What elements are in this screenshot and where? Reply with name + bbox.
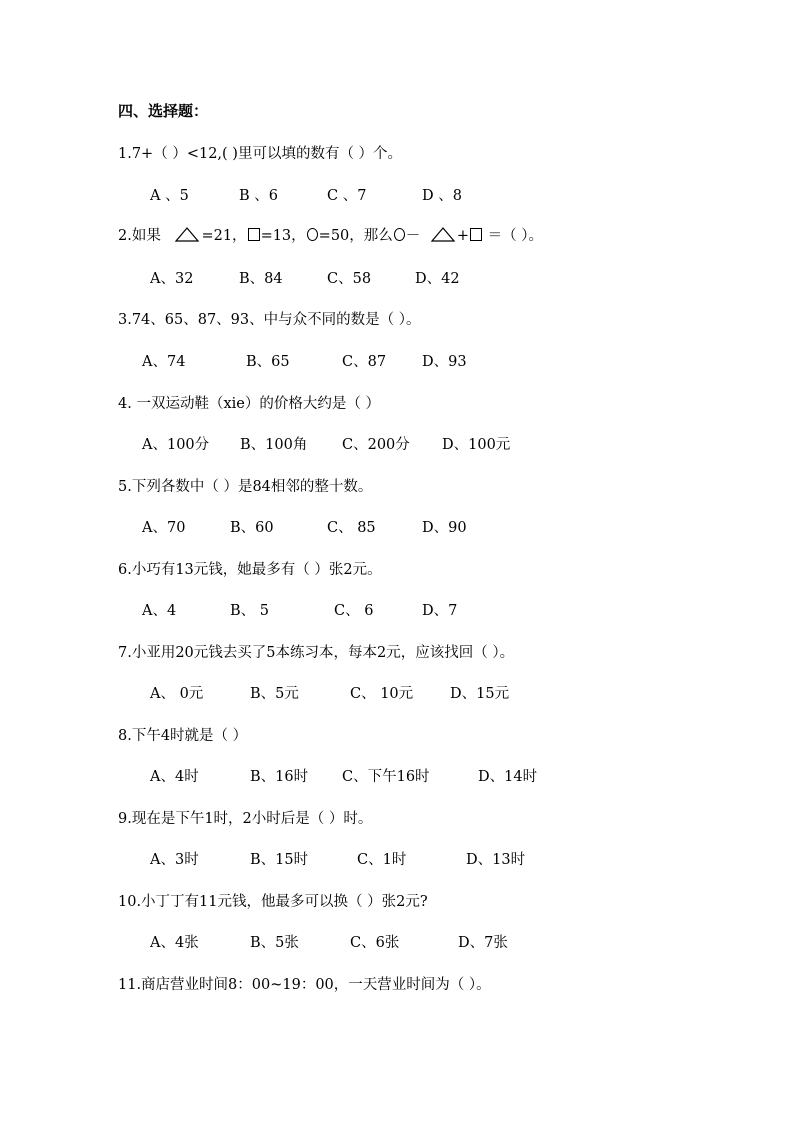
option-b: B、5张 bbox=[250, 935, 299, 951]
option-a: A、74 bbox=[142, 354, 186, 370]
option-c: C、58 bbox=[327, 271, 372, 287]
options-3 bbox=[0, 352, 794, 372]
options-9 bbox=[0, 850, 794, 870]
section-heading: 四、选择题： bbox=[118, 102, 209, 120]
square-icon bbox=[470, 228, 482, 241]
option-d: D 、8 bbox=[422, 188, 462, 204]
option-b: B、16时 bbox=[250, 769, 309, 785]
option-d: D、13时 bbox=[466, 852, 526, 868]
circle-icon bbox=[394, 228, 405, 241]
option-a: A、100分 bbox=[142, 437, 210, 453]
option-c: C、1时 bbox=[357, 852, 407, 868]
question-2 bbox=[118, 226, 543, 248]
option-a: A、 0元 bbox=[150, 686, 204, 702]
q2-text-2: =21， bbox=[201, 228, 247, 244]
option-c: C、 85 bbox=[327, 520, 376, 536]
question-3: 3.74、65、87、93、中与众不同的数是（ ）。 bbox=[118, 312, 421, 328]
q2-text-4: =50，那么 bbox=[318, 228, 393, 244]
question-8: 8.下午4时就是（ ） bbox=[118, 728, 248, 744]
triangle-icon bbox=[175, 227, 199, 248]
question-4: 4. 一双运动鞋（xie）的价格大约是（ ） bbox=[118, 396, 380, 412]
option-a: A、4张 bbox=[150, 935, 199, 951]
option-d: D、90 bbox=[422, 520, 467, 536]
options-7 bbox=[0, 684, 794, 704]
option-b: B、15时 bbox=[250, 852, 309, 868]
question-9: 9.现在是下午1时，2小时后是（ ）时。 bbox=[118, 811, 373, 827]
option-b: B、5元 bbox=[250, 686, 299, 702]
options-1 bbox=[0, 186, 794, 206]
square-icon bbox=[248, 228, 260, 241]
option-d: D、7 bbox=[422, 603, 458, 619]
option-c: C 、7 bbox=[327, 188, 367, 204]
option-d: D、15元 bbox=[450, 686, 510, 702]
option-d: D、14时 bbox=[478, 769, 538, 785]
q2-text-7: ＝（ ）。 bbox=[483, 228, 544, 244]
q2-text-3: =13， bbox=[260, 228, 306, 244]
question-1: 1.7+（ ）<12,( )里可以填的数有（ ）个。 bbox=[118, 146, 403, 162]
option-c: C、6张 bbox=[350, 935, 400, 951]
option-a: A、4时 bbox=[150, 769, 199, 785]
question-10: 10.小丁丁有11元钱，他最多可以换（ ）张2元? bbox=[118, 894, 428, 910]
option-a: A、3时 bbox=[150, 852, 199, 868]
option-c: C、 6 bbox=[334, 603, 374, 619]
option-a: A 、5 bbox=[150, 188, 189, 204]
options-6 bbox=[0, 601, 794, 621]
option-c: C、200分 bbox=[342, 437, 410, 453]
option-b: B、60 bbox=[230, 520, 274, 536]
option-b: B、65 bbox=[246, 354, 290, 370]
options-10 bbox=[0, 933, 794, 953]
option-c: C、 10元 bbox=[350, 686, 414, 702]
options-2 bbox=[0, 269, 794, 289]
question-6: 6.小巧有13元钱，她最多有（ ）张2元。 bbox=[118, 562, 382, 578]
q2-text-6: + bbox=[456, 228, 470, 244]
options-4 bbox=[0, 435, 794, 455]
option-b: B、100角 bbox=[240, 437, 308, 453]
option-a: A、4 bbox=[142, 603, 177, 619]
option-d: D、7张 bbox=[458, 935, 508, 951]
question-5: 5.下列各数中（ ）是84相邻的整十数。 bbox=[118, 479, 373, 495]
option-a: A、32 bbox=[150, 271, 194, 287]
options-8 bbox=[0, 767, 794, 787]
option-b: B、84 bbox=[239, 271, 283, 287]
option-a: A、70 bbox=[142, 520, 186, 536]
option-d: D、42 bbox=[415, 271, 460, 287]
circle-icon bbox=[307, 228, 318, 241]
question-11: 11.商店营业时间8：00~19：00，一天营业时间为（ ）。 bbox=[118, 977, 491, 993]
option-d: D、93 bbox=[422, 354, 467, 370]
option-b: B 、6 bbox=[239, 188, 278, 204]
question-7: 7.小亚用20元钱去买了5本练习本，每本2元，应该找回（ ）。 bbox=[118, 645, 515, 661]
option-d: D、100元 bbox=[442, 437, 511, 453]
option-c: C、87 bbox=[342, 354, 387, 370]
triangle-icon bbox=[431, 227, 455, 248]
q2-text-5: － bbox=[405, 228, 425, 244]
option-b: B、 5 bbox=[230, 603, 269, 619]
q2-text-1: 2.如果 bbox=[118, 228, 166, 244]
options-5 bbox=[0, 518, 794, 538]
option-c: C、下午16时 bbox=[342, 769, 430, 785]
